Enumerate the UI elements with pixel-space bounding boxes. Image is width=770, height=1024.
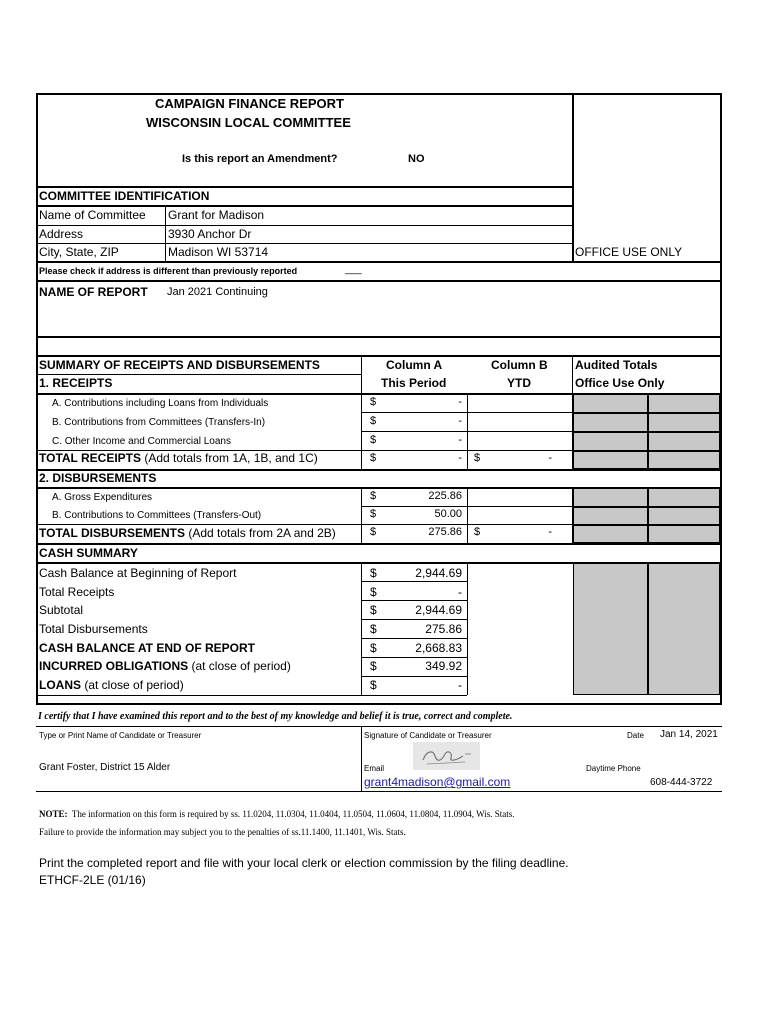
- form-title-1: CAMPAIGN FINANCE REPORT: [155, 96, 344, 111]
- report-name-label: NAME OF REPORT: [39, 285, 148, 299]
- rule: [361, 726, 362, 791]
- office-use-cell: [573, 413, 648, 432]
- cash-row-currency: $: [370, 659, 377, 673]
- city-label: City, State, ZIP: [39, 245, 119, 259]
- disbursements-title: 2. DISBURSEMENTS: [39, 471, 157, 485]
- rule: [572, 355, 573, 394]
- total-receipts-ytd-currency: $: [474, 452, 481, 464]
- total-disbursements-bold: TOTAL DISBURSEMENTS: [39, 526, 186, 540]
- rule: [361, 412, 572, 413]
- rule: [361, 676, 467, 677]
- office-use-cell: [648, 525, 720, 543]
- email-label: Email: [364, 764, 385, 773]
- rule: [361, 600, 467, 601]
- receipt-row-a-currency: $: [370, 396, 377, 408]
- column-b-subheader: YTD: [507, 376, 531, 390]
- rule: [467, 562, 468, 695]
- disbursement-row-b-currency: $: [370, 508, 377, 520]
- report-name-field[interactable]: Jan 2021 Continuing: [167, 286, 268, 298]
- certification-statement: I certify that I have examined this report and to the best of my knowledge and belief it is true, correct and complete.: [38, 711, 513, 722]
- signature-label: Signature of Candidate or Treasurer: [364, 731, 492, 740]
- rule: [36, 261, 722, 263]
- total-receipts-note: (Add totals from 1A, 1B, and 1C): [141, 451, 318, 465]
- total-receipts-value[interactable]: -: [458, 452, 462, 464]
- legal-note: [39, 809, 514, 819]
- cash-row-currency: $: [370, 566, 377, 580]
- office-column-divider: [572, 93, 574, 261]
- city-field[interactable]: Madison WI 53714: [168, 245, 269, 259]
- loans-value[interactable]: -: [458, 678, 462, 692]
- rule: [361, 619, 467, 620]
- office-use-cell: [648, 413, 720, 432]
- signature-image: [413, 742, 480, 770]
- treasurer-name-field[interactable]: Grant Foster, District 15 Alder: [39, 762, 171, 773]
- total-disbursements-label: [39, 526, 336, 540]
- disbursement-row-b-label: B. Contributions to Committees (Transfers-Out): [52, 510, 262, 521]
- total-receipts-bold: TOTAL RECEIPTS: [39, 451, 142, 465]
- rule: [36, 543, 722, 545]
- cash-row-ending-label: CASH BALANCE AT END OF REPORT: [39, 641, 255, 655]
- total-receipts-label: [39, 451, 318, 465]
- disbursement-row-a-value[interactable]: 225.86: [428, 490, 462, 502]
- total-disbursements-currency: $: [370, 526, 377, 538]
- total-disbursements-note: (Add totals from 2A and 2B): [185, 526, 336, 540]
- rule: [361, 431, 572, 432]
- cash-row-currency: $: [370, 641, 377, 655]
- note-text: The information on this form is required by ss. 11.0204, 11.0304, 11.0404, 11.0504, 11.0604, 11.0804, 11.0904, Wis. Stats.: [67, 809, 515, 819]
- rule: [36, 186, 573, 188]
- committee-section-title: COMMITTEE IDENTIFICATION: [39, 189, 210, 203]
- rule: [36, 355, 722, 357]
- amendment-answer[interactable]: NO: [408, 153, 425, 165]
- receipt-row-b-label: B. Contributions from Committees (Transfers-In): [52, 417, 266, 428]
- cash-row-currency: $: [370, 585, 377, 599]
- cash-receipts-value[interactable]: -: [458, 585, 462, 599]
- column-b-header: Column B: [491, 358, 548, 372]
- office-use-cell: [648, 451, 720, 469]
- cash-ending-value[interactable]: 2,668.83: [415, 641, 462, 655]
- rule: [36, 374, 361, 375]
- note-label: NOTE:: [39, 809, 68, 819]
- email-field[interactable]: grant4madison@gmail.com: [364, 775, 511, 789]
- disbursement-row-a-currency: $: [370, 490, 377, 502]
- rule: [36, 225, 573, 226]
- cash-subtotal-value[interactable]: 2,944.69: [415, 603, 462, 617]
- obligations-value[interactable]: 349.92: [425, 659, 462, 673]
- address-check-text: Please check if address is different than previously reported: [39, 266, 298, 276]
- cash-row-beginning-label: Cash Balance at Beginning of Report: [39, 566, 237, 580]
- rule: [36, 695, 467, 696]
- receipt-row-a-label: A. Contributions including Loans from Individuals: [52, 398, 269, 409]
- office-use-cell: [573, 488, 648, 507]
- rule: [36, 726, 722, 727]
- disbursement-row-b-value[interactable]: 50.00: [434, 508, 462, 520]
- total-disbursements-value[interactable]: 275.86: [428, 526, 462, 538]
- penalty-note: Failure to provide the information may subject you to the penalties of ss.11.1400, 11.1401, Wis. Stats.: [39, 827, 406, 837]
- address-label: Address: [39, 227, 84, 241]
- total-disbursements-ytd-currency: $: [474, 526, 481, 538]
- office-use-cell: [573, 507, 648, 525]
- cash-row-loans-label: LOANS (at close of period): [39, 678, 184, 692]
- phone-label: Daytime Phone: [586, 764, 641, 773]
- cash-row-currency: $: [370, 678, 377, 692]
- rule: [36, 205, 573, 207]
- audited-subheader: Office Use Only: [575, 376, 665, 390]
- rule: [361, 657, 467, 658]
- cash-row-currency: $: [370, 622, 377, 636]
- summary-title: SUMMARY OF RECEIPTS AND DISBURSEMENTS: [39, 358, 320, 372]
- audited-header: Audited Totals: [575, 358, 658, 372]
- phone-field[interactable]: 608-444-3722: [650, 777, 713, 788]
- receipt-row-c-currency: $: [370, 434, 377, 446]
- total-receipts-ytd-value[interactable]: -: [548, 452, 552, 464]
- receipts-title: 1. RECEIPTS: [39, 376, 113, 390]
- office-use-cell: [573, 451, 648, 469]
- disbursement-row-a-label: A. Gross Expenditures: [52, 492, 153, 503]
- office-use-column: [573, 563, 648, 695]
- rule: [36, 243, 573, 244]
- rule: [361, 581, 467, 582]
- rule: [361, 506, 572, 507]
- rule: [467, 487, 468, 543]
- rule: [361, 355, 362, 394]
- date-field[interactable]: Jan 14, 2021: [660, 729, 718, 740]
- cash-disbursements-value[interactable]: 275.86: [425, 622, 462, 636]
- cash-row-disbursements-label: Total Disbursements: [39, 622, 148, 636]
- receipt-row-a-value[interactable]: -: [458, 396, 462, 408]
- cash-summary-title: CASH SUMMARY: [39, 546, 138, 560]
- date-label: Date: [627, 731, 644, 740]
- cash-row-obligations-label: INCURRED OBLIGATIONS (at close of period): [39, 659, 291, 673]
- office-use-cell: [648, 394, 720, 413]
- treasurer-name-label: Type or Print Name of Candidate or Treasurer: [39, 731, 202, 740]
- rule: [36, 280, 722, 282]
- receipt-row-c-label: C. Other Income and Commercial Loans: [52, 436, 231, 447]
- office-use-column: [648, 563, 720, 695]
- committee-name-label: Name of Committee: [39, 208, 146, 222]
- filing-instruction: Print the completed report and file with your local clerk or election commission by the filing deadline.: [39, 856, 569, 870]
- office-use-label: OFFICE USE ONLY: [575, 245, 683, 259]
- rule: [36, 336, 722, 338]
- office-use-cell: [648, 507, 720, 525]
- committee-name-field[interactable]: Grant for Madison: [168, 208, 265, 222]
- column-a-subheader: This Period: [381, 376, 447, 390]
- form-title-2: WISCONSIN LOCAL COMMITTEE: [146, 115, 351, 130]
- office-use-cell: [648, 488, 720, 507]
- cash-row-currency: $: [370, 603, 377, 617]
- rule: [165, 205, 166, 261]
- rule: [36, 791, 722, 792]
- total-receipts-currency: $: [370, 452, 377, 464]
- cash-beginning-value[interactable]: 2,944.69: [415, 566, 462, 580]
- cash-row-subtotal-label: Subtotal: [39, 603, 84, 617]
- receipt-row-c-value[interactable]: -: [458, 434, 462, 446]
- total-disbursements-ytd-value[interactable]: -: [548, 526, 552, 538]
- rule: [361, 487, 362, 543]
- office-use-cell: [648, 432, 720, 451]
- rule: [361, 638, 467, 639]
- address-field[interactable]: 3930 Anchor Dr: [168, 227, 252, 241]
- form-identifier: ETHCF-2LE (01/16): [39, 873, 146, 887]
- office-use-cell: [573, 432, 648, 451]
- amendment-question: Is this report an Amendment?: [182, 153, 338, 165]
- cash-row-receipts-label: Total Receipts: [39, 585, 115, 599]
- receipt-row-b-value[interactable]: -: [458, 415, 462, 427]
- column-a-header: Column A: [386, 358, 443, 372]
- office-use-cell: [573, 525, 648, 543]
- address-check-blank[interactable]: ___: [345, 264, 362, 275]
- office-use-cell: [573, 394, 648, 413]
- receipt-row-b-currency: $: [370, 415, 377, 427]
